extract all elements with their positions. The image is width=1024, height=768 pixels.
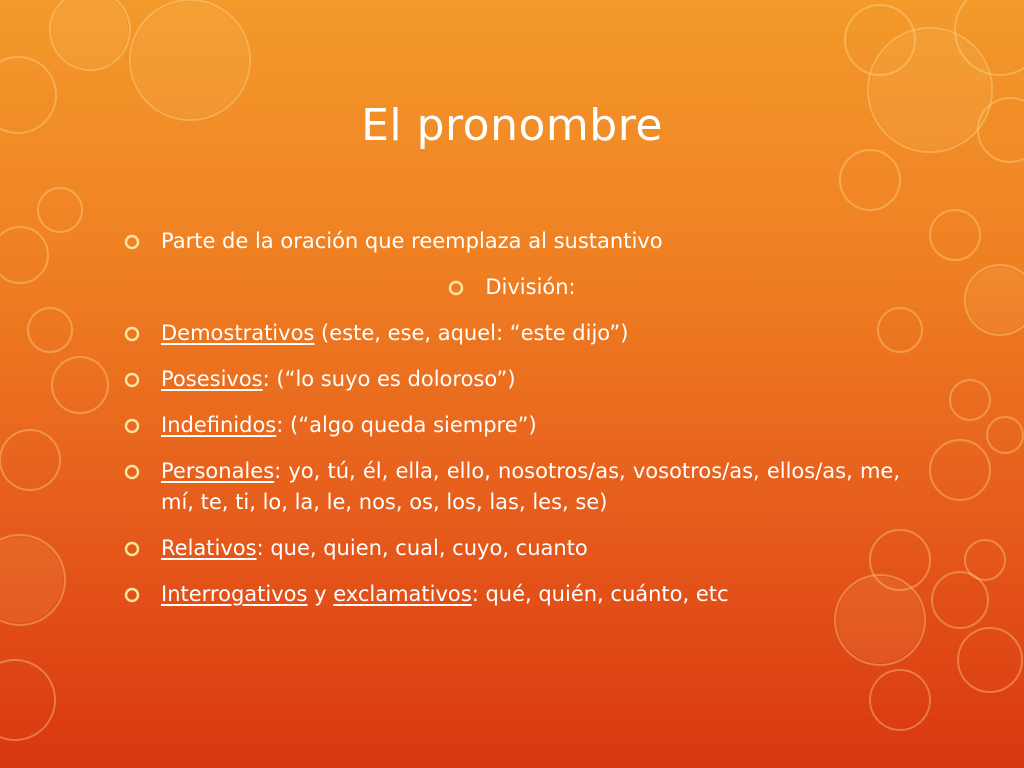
bullet-list [124,226,900,625]
bullet-item-indefinidos [124,410,900,441]
hollow-circle-bullet-icon [124,326,140,342]
bullet-text: : qué, quién, cuánto, etc [471,582,729,606]
bullet-connector: y [307,582,334,606]
bullet-term: Interrogativos [161,582,308,606]
bullet-text: : yo, tú, él, ella, ello, nosotros/as, vosotros/as, ellos/as, me, mí, te, ti, lo, la, le, nos, os, los, las, les, se) [161,459,900,514]
bullet-item-posesivos [124,364,900,395]
bullet-text: : (“lo suyo es doloroso”) [262,367,516,391]
hollow-circle-bullet-icon [448,280,464,296]
bullet-text: División: [485,275,576,299]
bullet-text-wrap [448,272,575,303]
bullet-item-interrogativos [124,579,900,610]
bullet-item-demostrativos [124,318,900,349]
hollow-circle-bullet-icon [124,418,140,434]
bullet-term: Relativos [161,536,257,560]
hollow-circle-bullet-icon [124,234,140,250]
bullet-term: Posesivos [161,367,263,391]
bullet-item-relativos [124,533,900,564]
bullet-text: (este, ese, aquel: “este dijo”) [314,321,629,345]
hollow-circle-bullet-icon [124,587,140,603]
slide-title: El pronombre [361,100,663,151]
bullet-term: Demostrativos [161,321,315,345]
bullet-text: : (“algo queda siempre”) [276,413,537,437]
bullet-term-secondary: exclamativos [333,582,472,606]
bullet-term: Indefinidos [161,413,277,437]
hollow-circle-bullet-icon [124,372,140,388]
bullet-item-division [124,272,900,303]
bullet-item-personales [124,456,900,518]
hollow-circle-bullet-icon [124,464,140,480]
hollow-circle-bullet-icon [124,541,140,557]
bullet-text: : que, quien, cual, cuyo, cuanto [256,536,588,560]
bullet-text: Parte de la oración que reemplaza al sustantivo [161,229,663,253]
bullet-term: Personales [161,459,275,483]
bullet-item-definition [124,226,900,257]
